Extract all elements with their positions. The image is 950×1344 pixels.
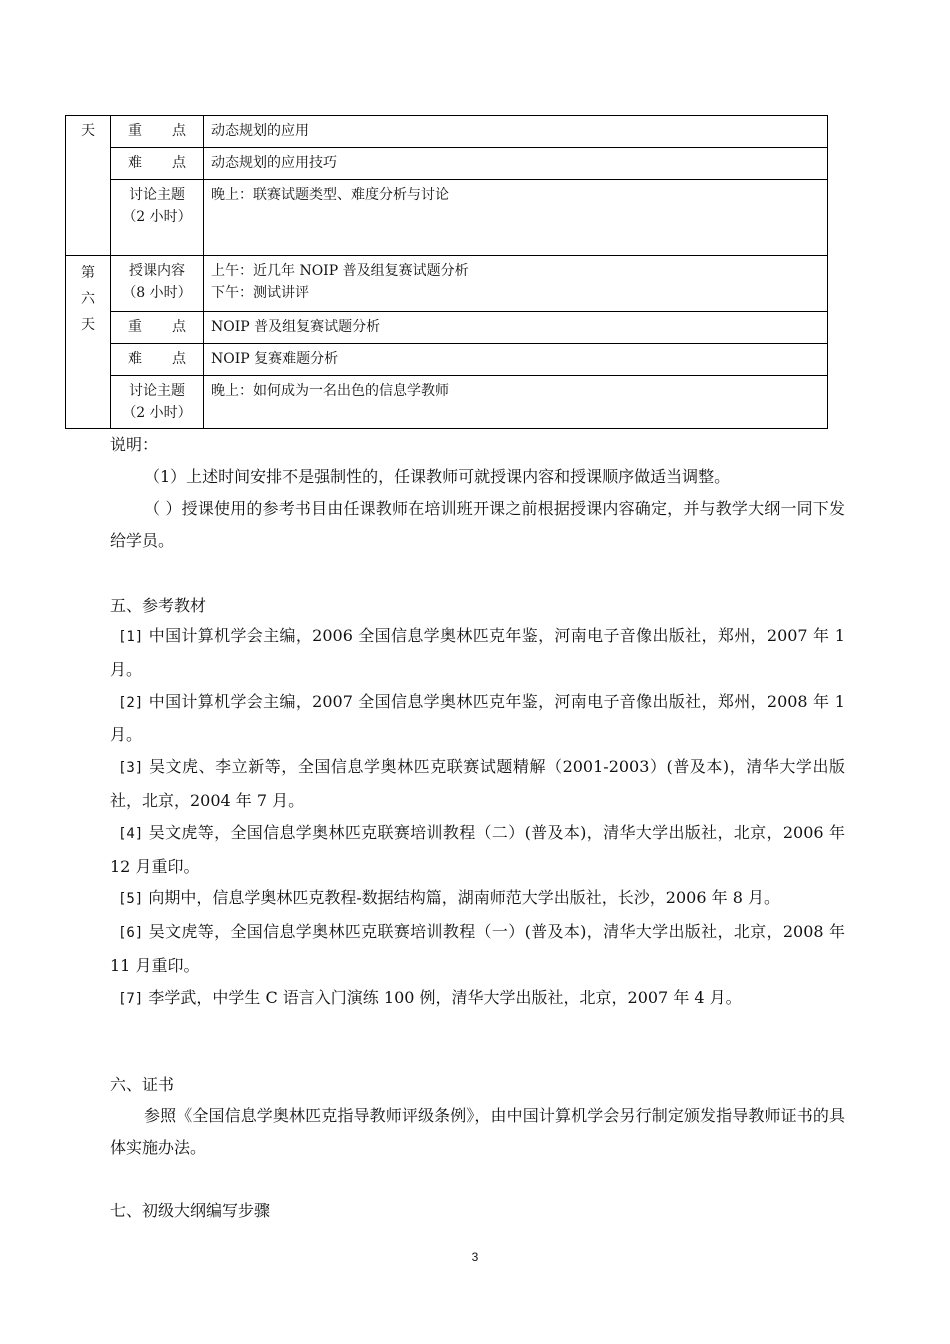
difficulty-label-6: 难 点 [111, 344, 204, 376]
section-6-paragraph: 参照《全国信息学奥林匹克指导教师评级条例》，由中国计算机学会另行制定颁发指导教师证书的具体实施办法。 [110, 1106, 845, 1157]
notes-heading: 说明： [110, 435, 159, 454]
section-5-heading: 五、参考教材 [110, 596, 207, 615]
key-points-content-6: NOIP 普及组复赛试题分析 [204, 312, 828, 344]
note-paragraph-2: （ ）授课使用的参考书目由任课教师在培训班开课之前根据授课内容确定，并与教学大纲一同下发给学员。 [110, 499, 845, 550]
reference-item: [6] 吴文虎等，全国信息学奥林匹克联赛培训教程（一）(普及本)，清华大学出版社，北京，2008 年 11 月重印。 [110, 922, 845, 975]
teaching-content-label: 授课内容 （8 小时） [111, 256, 204, 312]
discussion-label: 讨论主题 （2 小时） [111, 180, 204, 256]
difficulty-content: 动态规划的应用技巧 [204, 148, 828, 180]
reference-item: [7] 李学武，中学生 C 语言入门演练 100 例，清华大学出版社，北京，2007 年 4 月。 [118, 987, 742, 1007]
section-6-heading: 六、证书 [110, 1075, 175, 1094]
key-points-label: 重 点 [111, 116, 204, 148]
key-points-content: 动态规划的应用 [204, 116, 828, 148]
note-paragraph-1: （1）上述时间安排不是强制性的，任课教师可就授课内容和授课顺序做适当调整。 [144, 467, 731, 486]
page-number: 3 [471, 1250, 479, 1264]
discussion-content: 晚上：联赛试题类型、难度分析与讨论 [204, 180, 828, 256]
reference-item: [5] 向期中，信息学奥林匹克教程-数据结构篇，湖南师范大学出版社，长沙，2006 年 8 月。 [118, 888, 780, 908]
key-points-label-6: 重 点 [111, 312, 204, 344]
reference-list [110, 620, 845, 1016]
reference-item: [2] 中国计算机学会主编，2007 全国信息学奥林匹克年鉴，河南电子音像出版社，郑州，2008 年 1 月。 [110, 691, 845, 745]
discussion-content-6: 晚上：如何成为一名出色的信息学教师 [204, 376, 828, 429]
day-cell-top [66, 116, 111, 256]
difficulty-label: 难 点 [111, 148, 204, 180]
section-7-heading: 七、初级大纲编写步骤 [110, 1201, 271, 1220]
reference-item: [4] 吴文虎等，全国信息学奥林匹克联赛培训教程（二）(普及本)，清华大学出版社，北京，2006 年 12 月重印。 [110, 822, 845, 876]
day-char: 天 [81, 123, 95, 139]
difficulty-content-6: NOIP 复赛难题分析 [204, 344, 828, 376]
reference-item: [3] 吴文虎、李立新等，全国信息学奥林匹克联赛试题精解（2001-2003）(普及本)，清华大学出版社，北京，2004 年 7 月。 [110, 757, 845, 810]
reference-item: [1] 中国计算机学会主编，2006 全国信息学奥林匹克年鉴，河南电子音像出版社，郑州，2007 年 1 月。 [110, 626, 845, 679]
discussion-label-6: 讨论主题 （2 小时） [111, 376, 204, 429]
day-cell-six: 第 六 天 [66, 256, 111, 429]
teaching-content: 上午：近几年 NOIP 普及组复赛试题分析 下午：测试讲评 [204, 256, 828, 312]
schedule-table [65, 115, 828, 429]
